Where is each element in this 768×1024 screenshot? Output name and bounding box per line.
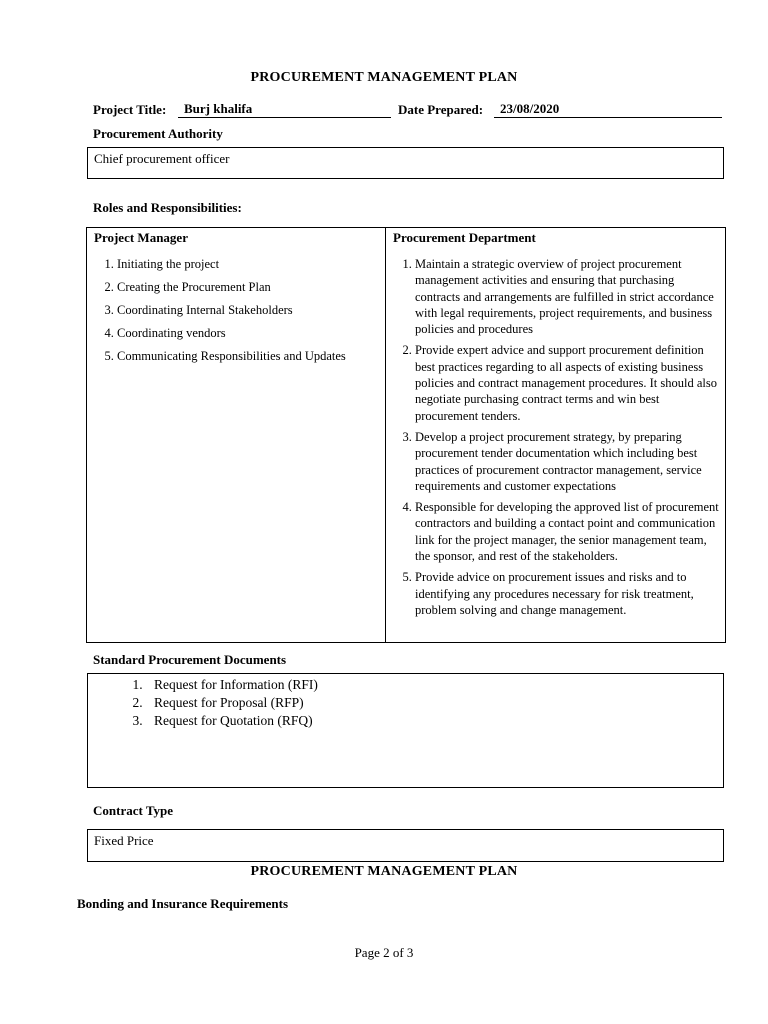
list-item: 5. Provide advice on procurement issues and risks and to identifying any procedures necessary for risk treatment, problem solving and change management.	[415, 569, 719, 618]
page-number: Page 2 of 3	[354, 945, 414, 960]
list-item: 2. Request for Proposal (RFP)	[146, 694, 723, 712]
roles-table	[86, 227, 726, 643]
procurement-department-header: Procurement Department	[393, 230, 536, 245]
roles-label: Roles and Responsibilities:	[93, 200, 242, 215]
project-manager-header: Project Manager	[94, 230, 188, 245]
standard-documents-list	[88, 676, 723, 730]
list-item: 4. Responsible for developing the approved list of procurement contractors and building a contact point and communication link for the project manager, the senior management team, the sponsor, and rest of the stakeholders.	[415, 499, 719, 564]
date-prepared-value: 23/08/2020	[494, 101, 722, 118]
contract-type-value: Fixed Price	[94, 833, 154, 848]
list-item: 3. Request for Quotation (RFQ)	[146, 712, 723, 730]
procurement-department-list	[386, 256, 725, 618]
procurement-authority-box	[87, 147, 724, 179]
list-item: 3. Coordinating Internal Stakeholders	[117, 302, 385, 319]
list-item: 5. Communicating Responsibilities and Updates	[117, 348, 385, 365]
procurement-authority-label: Procurement Authority	[93, 126, 223, 141]
project-title-label: Project Title:	[93, 102, 167, 117]
list-item: 2. Provide expert advice and support procurement definition best practices regarding to all aspects of existing business policies and contract management procedures. It should also negotiate purchasing contract terms and win best procurement tenders.	[415, 342, 719, 423]
list-item: 3. Develop a project procurement strategy, by preparing procurement tender documentation which including best practices of procurement contractor management, service requirements and customer expectations	[415, 429, 719, 494]
procurement-authority-value: Chief procurement officer	[94, 151, 230, 166]
list-item: 2. Creating the Procurement Plan	[117, 279, 385, 296]
project-manager-column	[87, 228, 386, 643]
list-item: 1. Maintain a strategic overview of project procurement management activities and ensuring that purchasing contracts and arrangements are fulfilled in strict accordance with legal requirements, project requirements, and business policies and procedures	[415, 256, 719, 337]
contract-type-box	[87, 829, 724, 862]
standard-documents-label: Standard Procurement Documents	[93, 652, 287, 667]
project-title-value: Burj khalifa	[178, 101, 391, 118]
repeated-title: PROCUREMENT MANAGEMENT PLAN	[250, 864, 518, 879]
bonding-insurance-label: Bonding and Insurance Requirements	[77, 896, 289, 911]
list-item: 4. Coordinating vendors	[117, 325, 385, 342]
standard-documents-box	[87, 673, 724, 788]
procurement-department-column	[386, 228, 726, 643]
document-title: PROCUREMENT MANAGEMENT PLAN	[250, 70, 518, 85]
contract-type-label: Contract Type	[93, 803, 174, 818]
list-item: 1. Request for Information (RFI)	[146, 676, 723, 694]
list-item: 1. Initiating the project	[117, 256, 385, 273]
date-prepared-label: Date Prepared:	[398, 102, 484, 117]
project-manager-list	[87, 256, 385, 365]
